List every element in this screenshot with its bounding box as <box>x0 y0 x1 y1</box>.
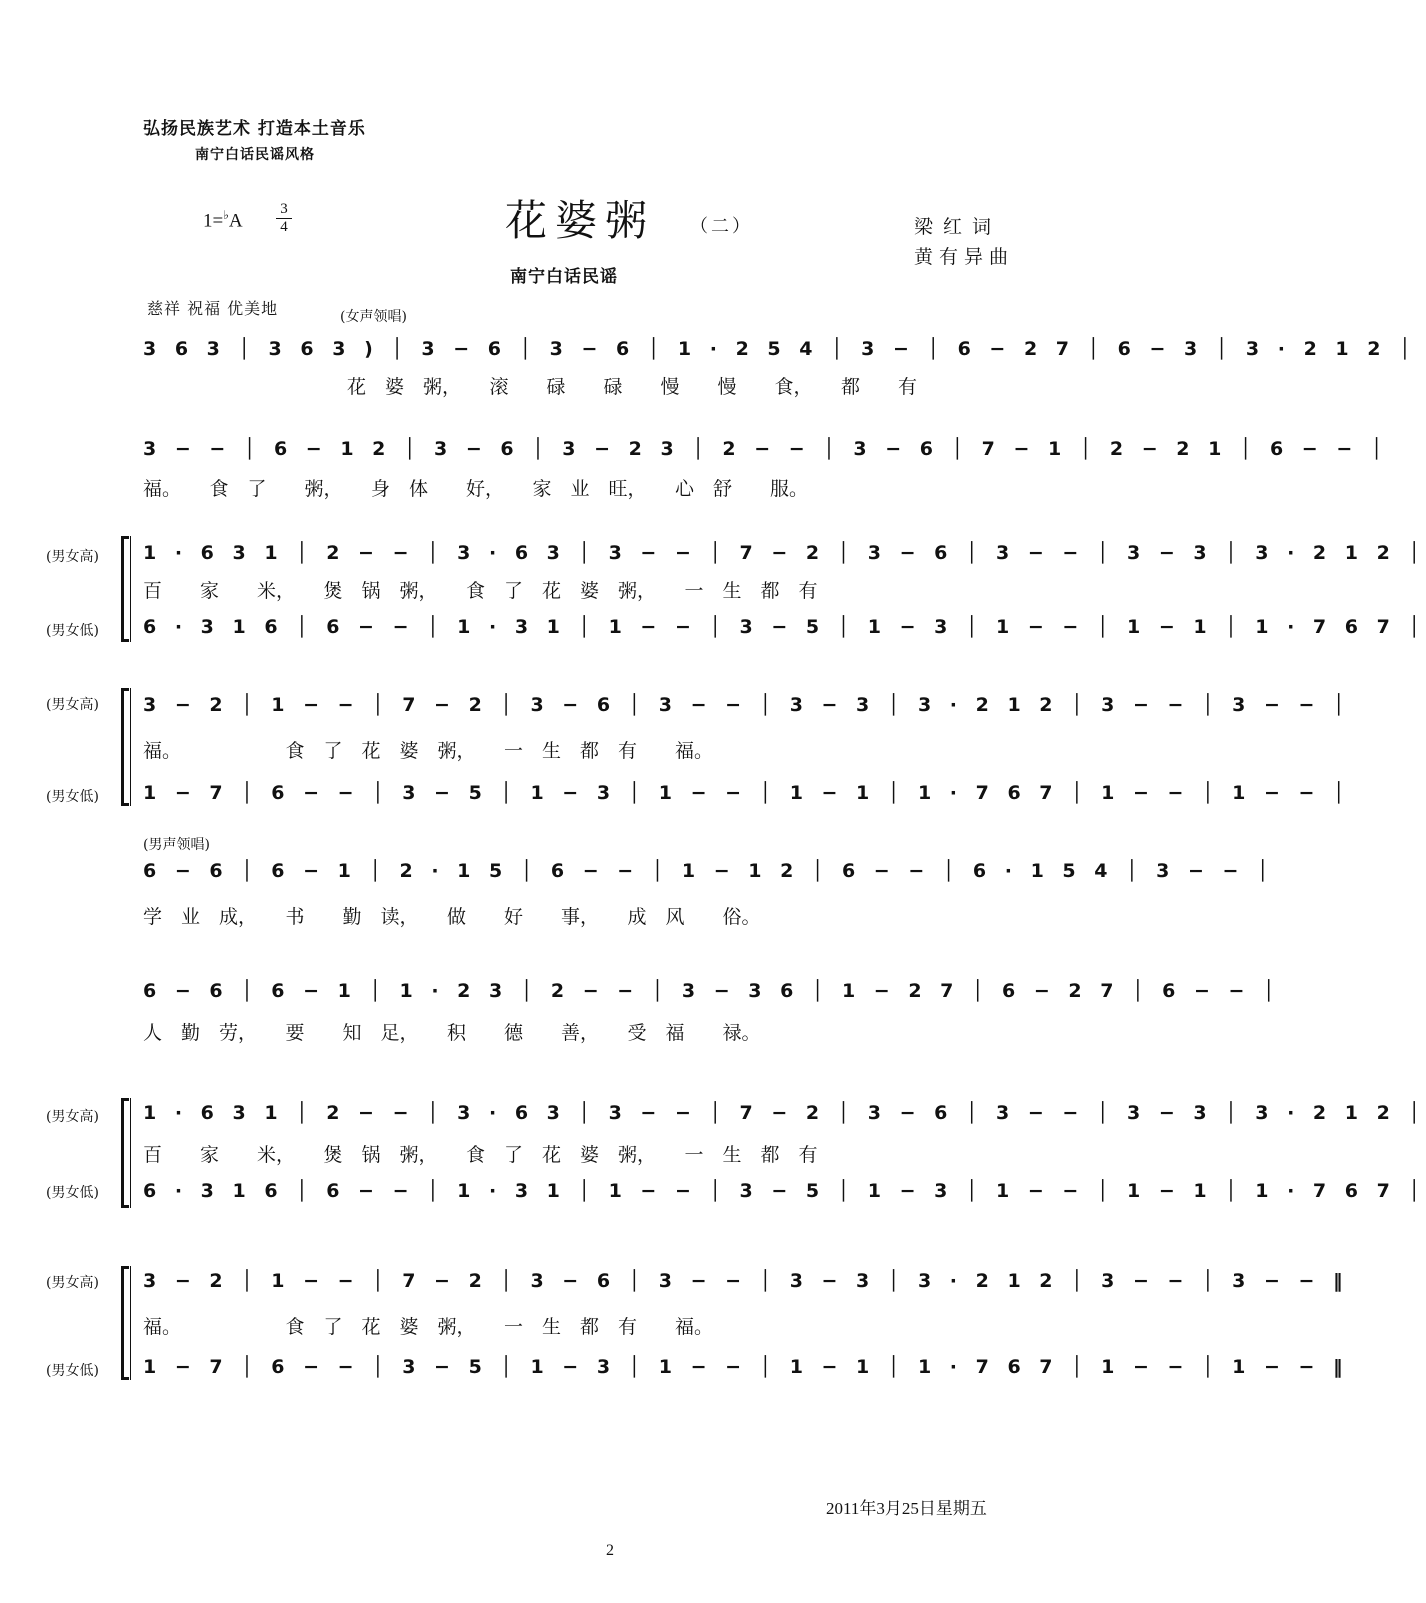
notes: 3 − 2 │ 1 − − │ 7 − 2 │ 3 − 6 │ 3 − − │ 3 − 3 │ 3 · 2 1 2 │ 3 − − │ 3 − − │ <box>143 694 1351 716</box>
notes: 1 · 6 3 1 │ 2 − − │ 3 · 6 3 │ 3 − − │ 7 − 2 │ 3 − 6 │ 3 − − │ 3 − 3 │ 3 · 2 1 2 │ <box>143 542 1426 564</box>
time-signature <box>276 202 292 235</box>
lyrics: 福。 食 了 粥， 身 体 好， 家 业 旺， 心 舒 服。 <box>143 478 809 500</box>
notation-row-4-high <box>0 694 1351 724</box>
voice-label-low: (男女低) <box>46 1185 99 1201</box>
notation-row-3-high <box>0 542 1426 572</box>
lyrics: 百 家 米， 煲 锅 粥， 食 了 花 婆 粥， 一 生 都 有 <box>143 580 818 602</box>
song-title-suffix: （二） <box>690 216 753 237</box>
voice-label-low: (男女低) <box>46 789 99 805</box>
lyrics: 花 婆 粥， 滚 碌 碌 慢 慢 食， 都 有 <box>347 376 918 398</box>
voice-label-high: (男女高) <box>46 697 99 713</box>
voice-label-high: (男女高) <box>46 1109 99 1125</box>
genre: 南宁白话民谣 <box>510 267 618 287</box>
notation-row-2 <box>0 438 1389 468</box>
style-note: 南宁白话民谣风格 <box>195 147 315 163</box>
notation-row-3-low <box>0 616 1426 646</box>
notes: 1 − 7 │ 6 − − │ 3 − 5 │ 1 − 3 │ 1 − − │ 1 − 1 │ 1 · 7 6 7 │ 1 − − │ 1 − − ‖ <box>143 1356 1349 1378</box>
notes: 6 − 6 │ 6 − 1 │ 1 · 2 3 │ 2 − − │ 3 − 3 6 │ 1 − 2 7 │ 6 − 2 7 │ 6 − − │ <box>143 980 1281 1002</box>
lyrics: 百 家 米， 煲 锅 粥， 食 了 花 婆 粥， 一 生 都 有 <box>143 1144 818 1166</box>
footer-date: 2011年3月25日星期五 <box>826 1499 987 1518</box>
voice-label-high: (男女高) <box>46 1275 99 1291</box>
composer: 黄有异曲 <box>914 246 1015 268</box>
key-signature: 1=♭A <box>203 208 243 232</box>
meter-bottom: 4 <box>280 219 288 235</box>
meter-top: 3 <box>280 201 288 217</box>
notation-row-6 <box>0 980 1281 1010</box>
notation-row-7-low <box>0 1180 1426 1210</box>
slogan: 弘扬民族艺术 打造本土音乐 <box>143 119 366 139</box>
notation-row-4-low <box>0 782 1351 812</box>
lyrics: 福。 食 了 花 婆 粥， 一 生 都 有 福。 <box>143 740 714 762</box>
notes: 6 · 3 1 6 │ 6 − − │ 1 · 3 1 │ 1 − − │ 3 − 5 │ 1 − 3 │ 1 − − │ 1 − 1 │ 1 · 7 6 7 │ <box>143 1180 1426 1202</box>
notation-row-1 <box>0 338 1417 368</box>
lyricist: 梁红词 <box>914 216 1002 238</box>
lyrics: 福。 食 了 花 婆 粥， 一 生 都 有 福。 <box>143 1316 714 1338</box>
notes: 6 − 6 │ 6 − 1 │ 2 · 1 5 │ 6 − − │ 1 − 1 2 │ 6 − − │ 6 · 1 5 4 │ 3 − − │ <box>143 860 1275 882</box>
notes: 1 − 7 │ 6 − − │ 3 − 5 │ 1 − 3 │ 1 − − │ 1 − 1 │ 1 · 7 6 7 │ 1 − − │ 1 − − │ <box>143 782 1351 804</box>
lyrics: 人 勤 劳， 要 知 足， 积 德 善， 受 福 禄。 <box>143 1022 761 1044</box>
voice-label-low: (男女低) <box>46 1363 99 1379</box>
notes: 3 − 2 │ 1 − − │ 7 − 2 │ 3 − 6 │ 3 − − │ 3 − 3 │ 3 · 2 1 2 │ 3 − − │ 3 − − ‖ <box>143 1270 1349 1292</box>
notation-row-8-low <box>0 1356 1349 1386</box>
notes: 6 · 3 1 6 │ 6 − − │ 1 · 3 1 │ 1 − − │ 3 − 5 │ 1 − 3 │ 1 − − │ 1 − 1 │ 1 · 7 6 7 │ <box>143 616 1426 638</box>
female-lead-mark: (女声领唱) <box>340 309 407 325</box>
notes: 3 6 3 │ 3 6 3 ) │ 3 − 6 │ 3 − 6 │ 1 · 2 5 4 │ 3 − │ 6 − 2 7 │ 6 − 3 │ 3 · 2 1 2 │ <box>143 338 1417 360</box>
notes: 3 − − │ 6 − 1 2 │ 3 − 6 │ 3 − 2 3 │ 2 − − │ 3 − 6 │ 7 − 1 │ 2 − 2 1 │ 6 − − │ <box>143 438 1389 460</box>
male-lead-mark: (男声领唱) <box>143 837 210 853</box>
page-number: 2 <box>606 1542 614 1559</box>
song-title: 花婆粥 <box>505 196 656 245</box>
tempo-expression: 慈祥 祝福 优美地 <box>147 299 279 318</box>
voice-label-low: (男女低) <box>46 623 99 639</box>
notes: 1 · 6 3 1 │ 2 − − │ 3 · 6 3 │ 3 − − │ 7 − 2 │ 3 − 6 │ 3 − − │ 3 − 3 │ 3 · 2 1 2 │ <box>143 1102 1426 1124</box>
lyrics: 学 业 成， 书 勤 读， 做 好 事， 成 风 俗。 <box>143 906 761 928</box>
voice-label-high: (男女高) <box>46 549 99 565</box>
notation-row-8-high <box>0 1270 1349 1300</box>
notation-row-7-high <box>0 1102 1426 1132</box>
notation-row-5 <box>0 860 1275 890</box>
